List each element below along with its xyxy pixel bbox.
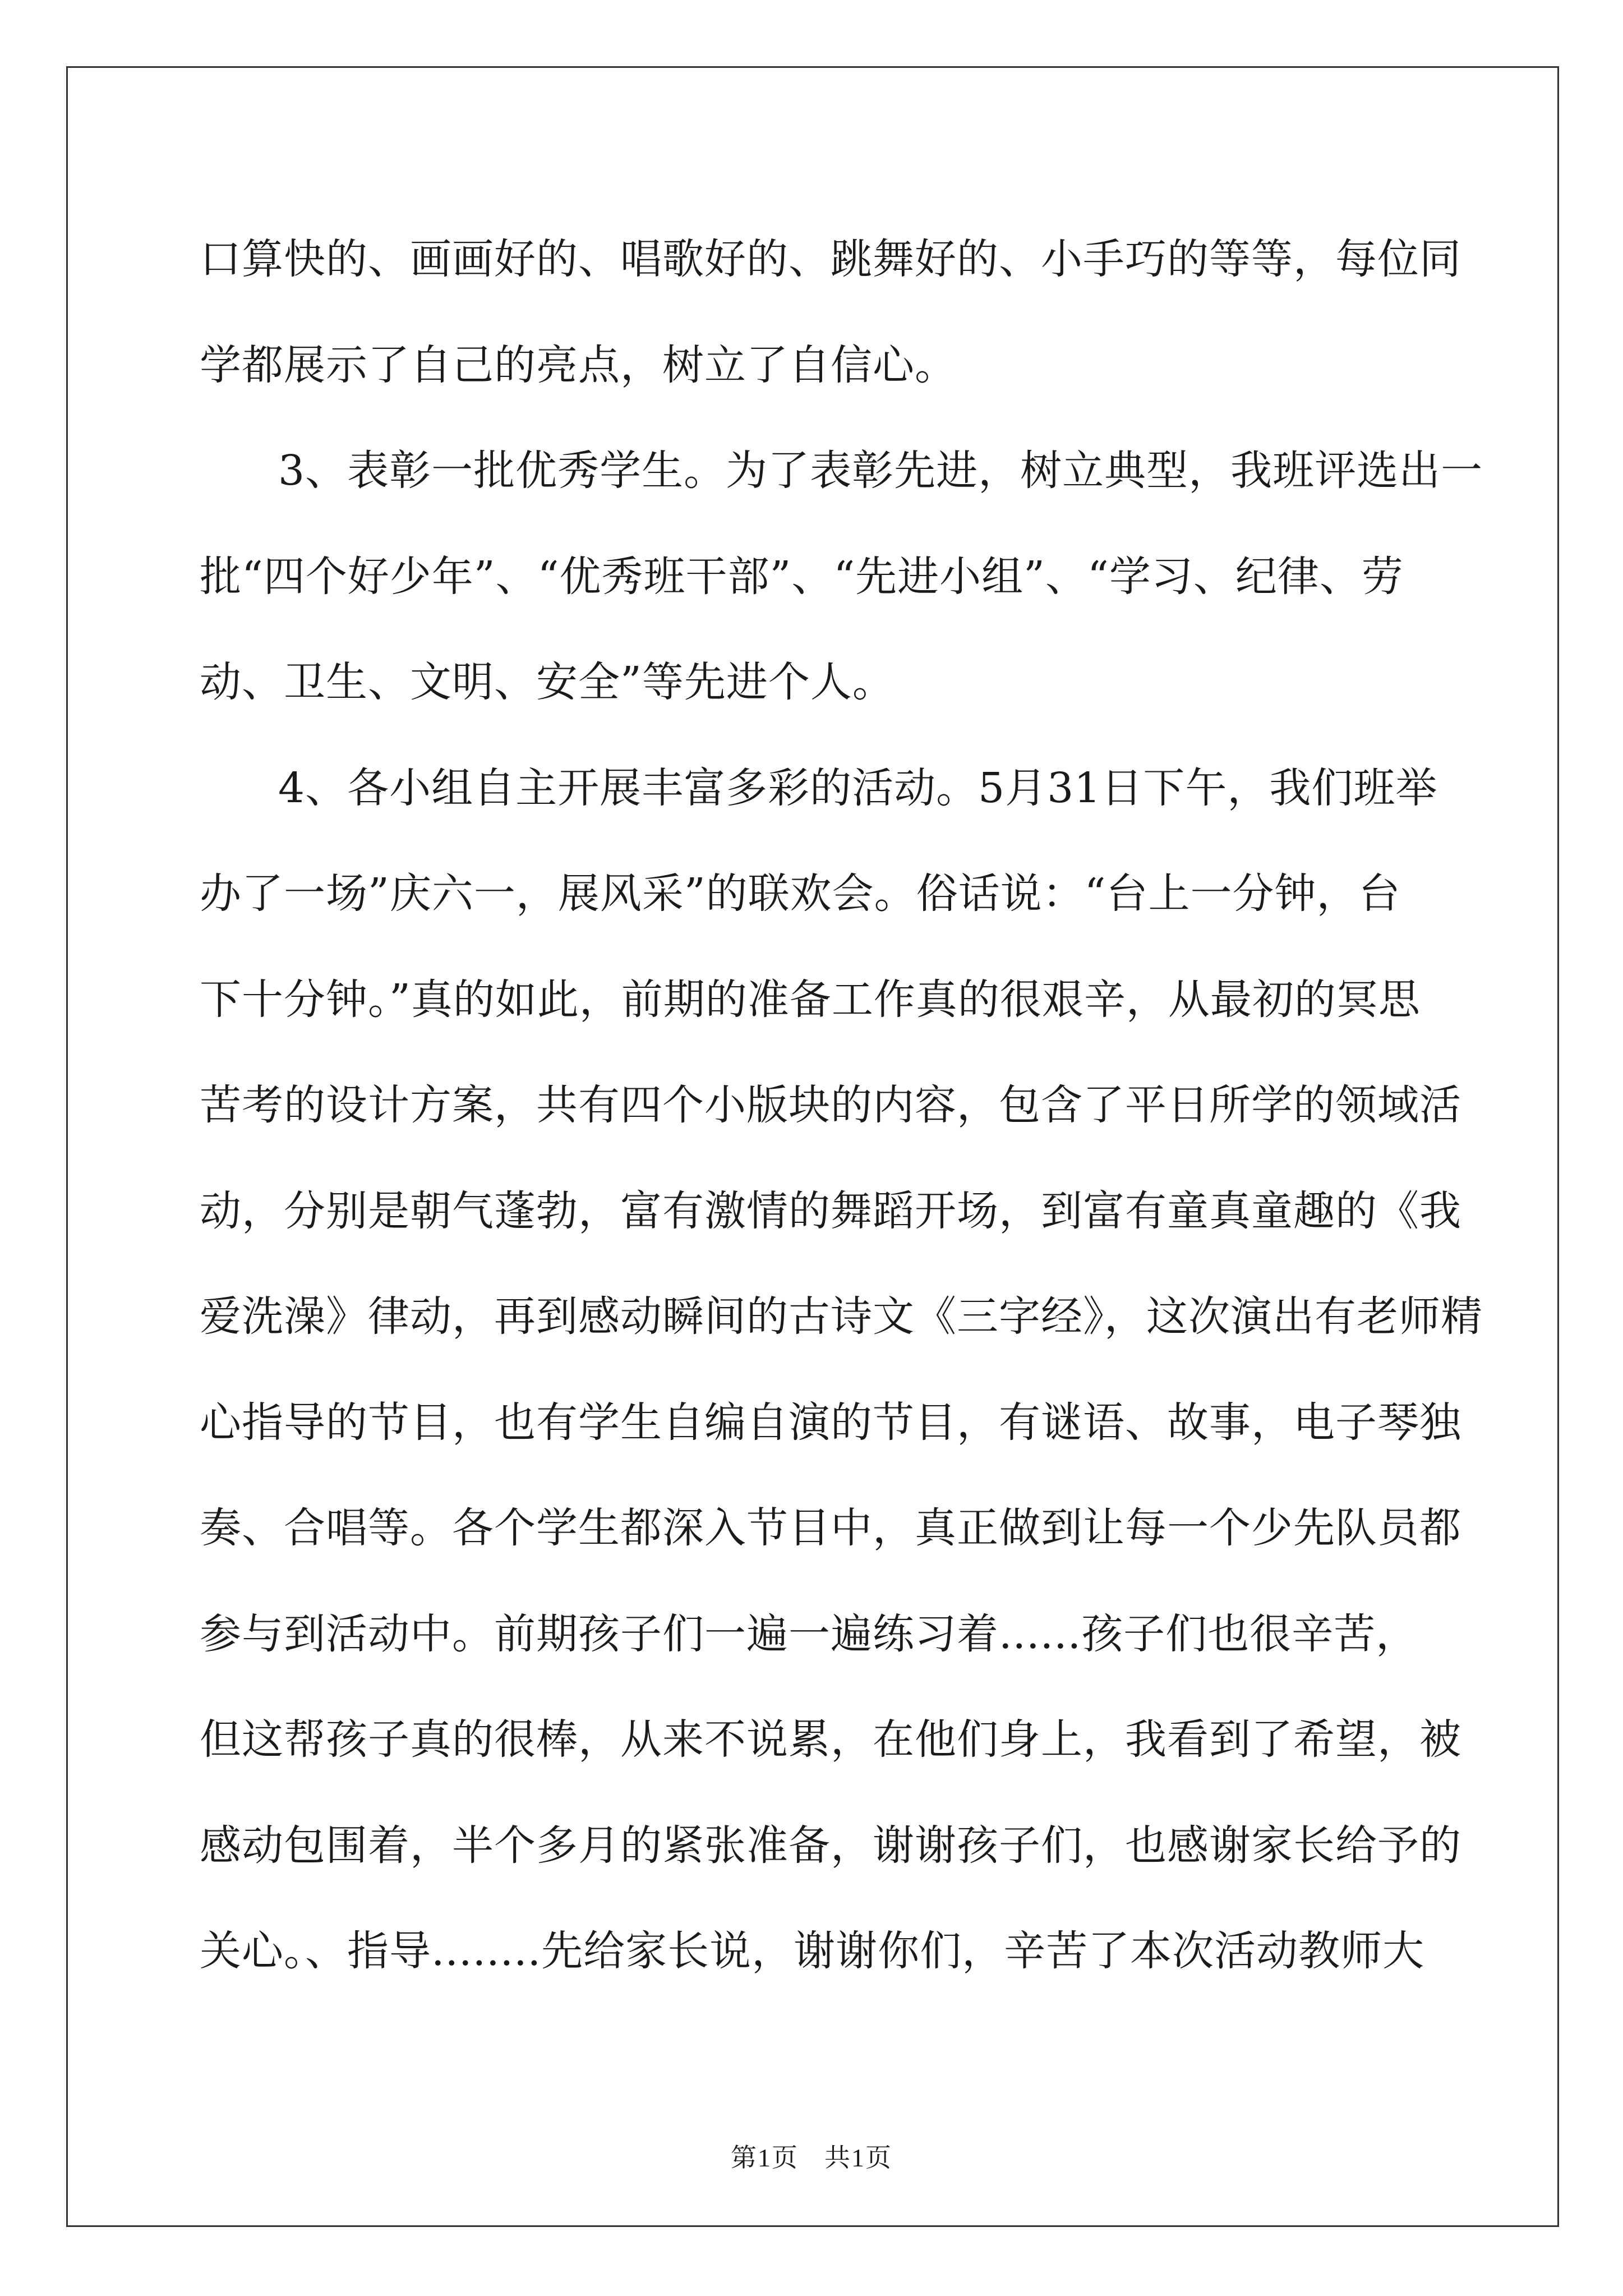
text-line: 参与到活动中。前期孩子们一遍一遍练习着......孩子们也很辛苦，	[200, 1609, 1418, 1658]
page-total: 共1页	[824, 2143, 892, 2172]
text-line: 动，分别是朝气蓬勃，富有激情的舞蹈开场，到富有童真童趣的《我	[200, 1186, 1461, 1235]
text-line: 动、卫生、文明、安全”等先进个人。	[200, 658, 895, 706]
text-line: 奏、合唱等。各个学生都深入节目中，真正做到让每一个少先队员都	[200, 1504, 1461, 1552]
page-footer	[0, 2137, 1623, 2174]
text-line: 下十分钟。”真的如此，前期的准备工作真的很艰辛，从最初的冥思	[200, 975, 1421, 1024]
text-line: 爱洗澡》律动，再到感动瞬间的古诗文《三字经》，这次演出有老师精	[200, 1292, 1483, 1341]
text-line: 3、表彰一批优秀学生。为了表彰先进，树立典型，我班评选出一	[278, 447, 1483, 495]
text-line: 办了一场”庆六一，展风采”的联欢会。俗话说：“台上一分钟，台	[200, 869, 1401, 918]
text-line: 4、各小组自主开展丰富多彩的活动。5月31日下午，我们班举	[278, 763, 1438, 812]
text-line: 学都展示了自己的亮点，树立了自信心。	[200, 341, 957, 389]
page-number: 第1页	[731, 2143, 799, 2172]
text-line: 苦考的设计方案，共有四个小版块的内容，包含了平日所学的领域活	[200, 1081, 1461, 1129]
text-line: 心指导的节目，也有学生自编自演的节目，有谜语、故事，电子琴独	[200, 1398, 1461, 1447]
document-body	[200, 206, 1483, 2004]
text-line: 关心。、指导........先给家长说，谢谢你们，辛苦了本次活动教师大	[200, 1927, 1425, 1975]
text-line: 但这帮孩子真的很棒，从来不说累，在他们身上，我看到了希望，被	[200, 1715, 1461, 1764]
text-line: 批“四个好少年”、“优秀班干部”、“先进小组”、“学习、纪律、劳	[200, 552, 1404, 601]
text-line: 口算快的、画画好的、唱歌好的、跳舞好的、小手巧的等等，每位同	[200, 235, 1461, 283]
text-line: 感动包围着，半个多月的紧张准备，谢谢孩子们，也感谢家长给予的	[200, 1821, 1461, 1870]
